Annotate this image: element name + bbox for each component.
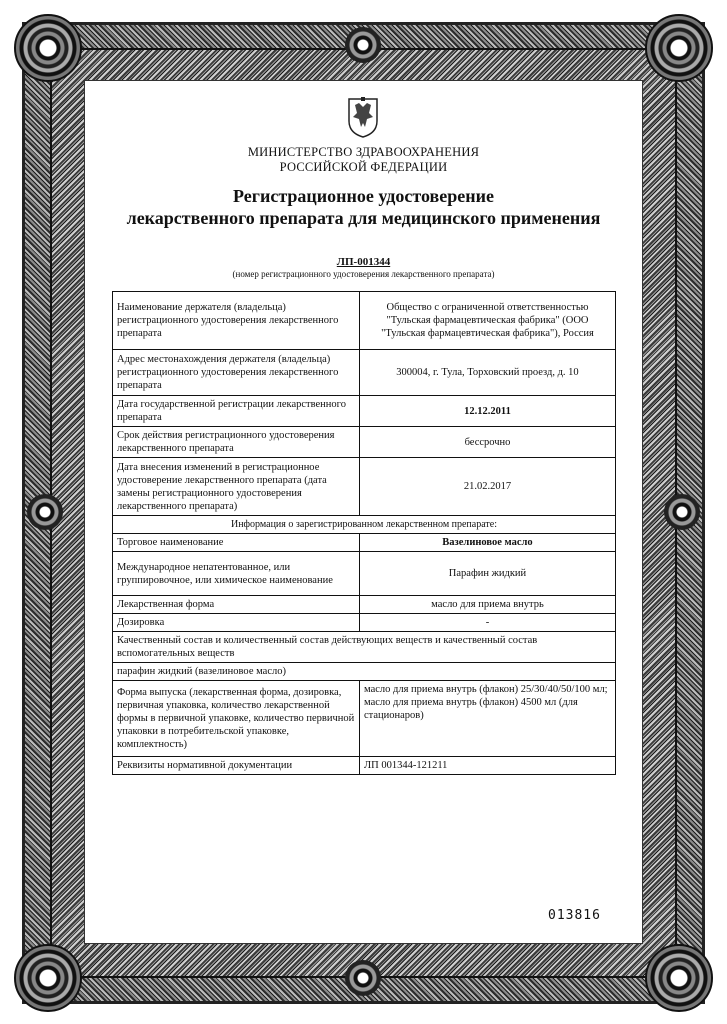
coat-of-arms-icon [345,95,381,139]
table-row [113,614,616,632]
release-form-line-2: масло для приема внутрь (флакон) 4500 мл (для стационаров) [364,697,578,721]
holder-name-value: Общество с ограниченной ответственностью "Тульская фармацевтическая фабрика" (ООО "Тульская фармацевтическая фабрика"), Россия [360,292,616,350]
holder-address-value: 300004, г. Тула, Торховский проезд, д. 10 [360,350,616,396]
corner-ornament-top-left [14,14,82,82]
table-row [113,427,616,458]
dosage-label: Дозировка [113,614,360,632]
dosage-value: - [360,614,616,632]
registration-date-label: Дата государственной регистрации лекарственного препарата [113,396,360,427]
dosage-form-value: масло для приема внутрь [360,596,616,614]
corner-ornament-bottom-left [14,944,82,1012]
table-row [113,663,616,681]
title-line-1: Регистрационное удостоверение [233,186,494,206]
certificate-table [112,291,616,775]
table-row [113,632,616,663]
release-form-label: Форма выпуска (лекарственная форма, дозировка, первичная упаковка, количество лекарственной формы в первичной упаковке, количество первичной упаковки в потребительской упаковке, комплектность) [113,681,360,757]
inn-value: Парафин жидкий [360,552,616,596]
registration-number: ЛП-001344 [336,256,391,268]
inn-label: Международное непатентованное, или группировочное, или химическое наименование [113,552,360,596]
drug-info-header: Информация о зарегистрированном лекарственном препарате: [113,516,616,534]
ministry-line-1: МИНИСТЕРСТВО ЗДРАВООХРАНЕНИЯ [247,145,480,159]
top-center-ornament [345,27,381,63]
holder-address-label: Адрес местонахождения держателя (владельца) регистрационного удостоверения лекарственного препарата [113,350,360,396]
serial-number: 013816 [548,908,601,923]
normative-doc-value: ЛП 001344-121211 [360,757,616,775]
dosage-form-label: Лекарственная форма [113,596,360,614]
title-line-2: лекарственного препарата для медицинского применения [126,208,601,228]
changes-date-label: Дата внесения изменений в регистрационное удостоверение лекарственного препарата (дата замены регистрационного удостоверения лекарственного препарата) [113,458,360,516]
registration-date-value: 12.12.2011 [360,396,616,427]
holder-name-label: Наименование держателя (владельца) регистрационного удостоверения лекарственного препарата [113,292,360,350]
table-row [113,552,616,596]
table-row [113,516,616,534]
composition-header: Качественный состав и количественный состав действующих веществ и качественный состав вспомогательных веществ [113,632,616,663]
table-row [113,350,616,396]
corner-ornament-top-right [645,14,713,82]
registration-number-caption: (номер регистрационного удостоверения лекарственного препарата) [232,269,495,279]
trade-name-label: Торговое наименование [113,534,360,552]
table-row [113,292,616,350]
table-row [113,596,616,614]
validity-period-value: бессрочно [360,427,616,458]
right-center-ornament [664,494,700,530]
table-row [113,458,616,516]
trade-name-value: Вазелиновое масло [360,534,616,552]
bottom-center-ornament [345,960,381,996]
changes-date-value: 21.02.2017 [360,458,616,516]
ministry-name [84,145,643,175]
table-row [113,681,616,757]
table-row [113,534,616,552]
release-form-value [360,681,616,757]
composition-value: парафин жидкий (вазелиновое масло) [113,663,616,681]
left-center-ornament [27,494,63,530]
release-form-line-1: масло для приема внутрь (флакон) 25/30/40/50/100 мл; [364,684,608,695]
normative-doc-label: Реквизиты нормативной документации [113,757,360,775]
document-title [84,185,643,229]
corner-ornament-bottom-right [645,944,713,1012]
validity-period-label: Срок действия регистрационного удостоверения лекарственного препарата [113,427,360,458]
table-row [113,396,616,427]
ministry-line-2: РОССИЙСКОЙ ФЕДЕРАЦИИ [279,160,448,174]
table-row [113,757,616,775]
